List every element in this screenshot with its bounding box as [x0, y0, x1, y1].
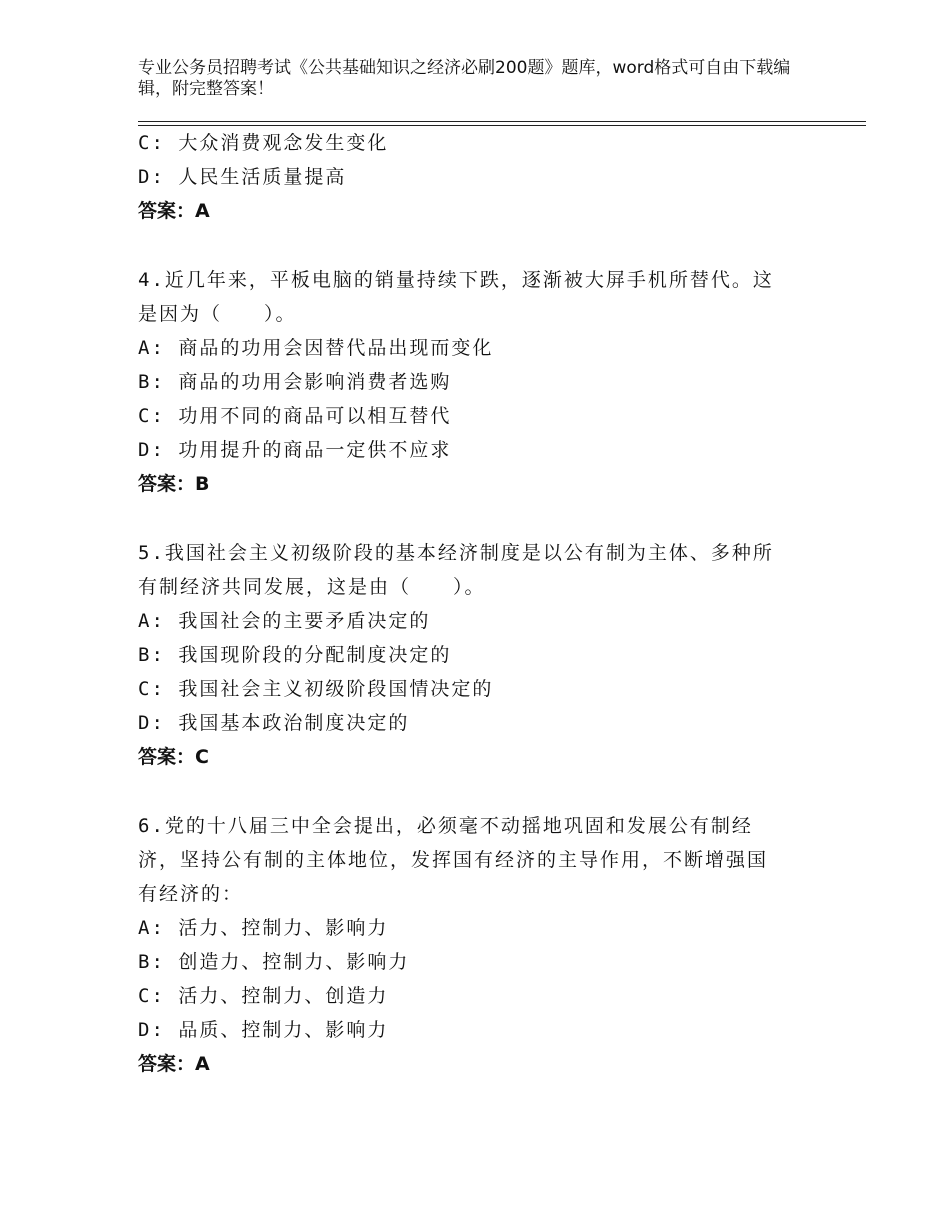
option-a: A: 商品的功用会因替代品出现而变化: [138, 337, 494, 359]
option-b: B: 我国现阶段的分配制度决定的: [138, 644, 452, 666]
question-stem-line: 有经济的：: [138, 883, 244, 905]
option-a: A: 活力、控制力、影响力: [138, 917, 389, 939]
answer: 答案：B: [138, 473, 210, 495]
question-stem-line: 5.我国社会主义初级阶段的基本经济制度是以公有制为主体、多种所: [138, 542, 774, 564]
question-6: [138, 809, 798, 1081]
option-d: D: 人民生活质量提高: [138, 166, 347, 188]
document-header: 专业公务员招聘考试《公共基础知识之经济必刷200题》题库，word格式可自由下载编辑，附完整答案！: [138, 58, 791, 99]
option-d: D: 功用提升的商品一定供不应求: [138, 439, 452, 461]
option-b: B: 创造力、控制力、影响力: [138, 951, 410, 973]
question-list: [138, 126, 798, 1081]
option-d: D: 我国基本政治制度决定的: [138, 712, 410, 734]
question-5: [138, 536, 798, 774]
question-3: [138, 126, 798, 228]
option-c: C: 我国社会主义初级阶段国情决定的: [138, 678, 494, 700]
answer: 答案：A: [138, 1053, 210, 1075]
question-stem-line: 6.党的十八届三中全会提出，必须毫不动摇地巩固和发展公有制经: [138, 815, 753, 837]
question-stem-line: 4.近几年来，平板电脑的销量持续下跌，逐渐被大屏手机所替代。这: [138, 269, 774, 291]
header-rule-top: [138, 121, 866, 122]
option-b: B: 商品的功用会影响消费者选购: [138, 371, 452, 393]
option-c: C: 大众消费观念发生变化: [138, 132, 389, 154]
question-stem-line: 是因为（ ）。: [138, 303, 297, 325]
question-stem-line: 有制经济共同发展，这是由（ ）。: [138, 576, 486, 598]
option-c: C: 功用不同的商品可以相互替代: [138, 405, 452, 427]
question-stem-line: 济，坚持公有制的主体地位，发挥国有经济的主导作用，不断增强国: [138, 849, 769, 871]
option-c: C: 活力、控制力、创造力: [138, 985, 389, 1007]
answer: 答案：A: [138, 200, 210, 222]
option-d: D: 品质、控制力、影响力: [138, 1019, 389, 1041]
question-4: [138, 263, 798, 501]
option-a: A: 我国社会的主要矛盾决定的: [138, 610, 431, 632]
answer: 答案：C: [138, 746, 209, 768]
